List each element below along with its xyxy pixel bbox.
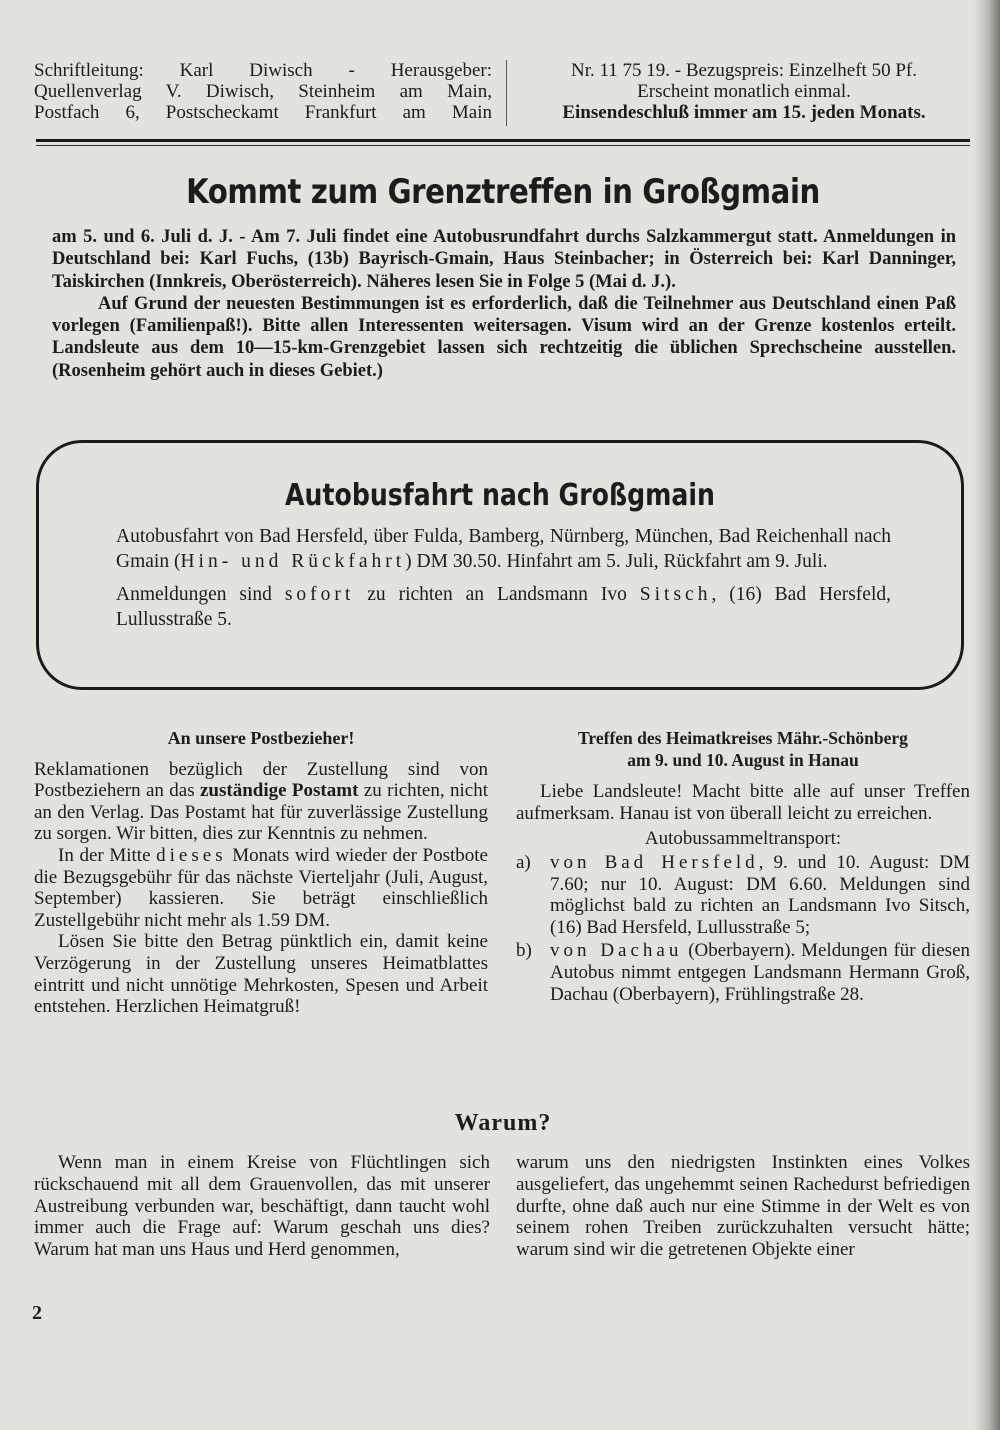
postbezieher-paragraph: Reklamationen bezüglich der Zustellung sind von Postbeziehern an das zuständige Postamt zu richten, nicht an den Verlag. Das Postamt hat für zuverlässige Zustellung zu sorgen. Wir bitten, dies zur Kenntnis zu nehmen. [34,758,488,845]
autobus-paragraph: Autobusfahrt von Bad Hersfeld, über Fulda, Bamberg, Nürnberg, München, Bad Reichenhall nach Gmain (Hin- und Rückfahrt) DM 30.50. Hinfahrt am 5. Juli, Rückfahrt am 9. Juli. [116,526,891,572]
masthead-line: Nr. 11 75 19. - Bezugspreis: Einzelheft 50 Pf. [571,60,917,81]
warum-headline: Warum? [454,1110,552,1136]
warum-paragraph: warum uns den niedrigsten Instinkten eines Volkes ausgeliefert, das ungehemmt seinen Rachedurst befriedigen durfte, ohne daß auch nur eine Stimme in der Welt es von seinem rohen Treiben zurückzuhalten versucht hätte; warum sind wir die getretenen Objekte einer [516,1152,970,1261]
grenztreffen-paragraph: am 5. und 6. Juli d. J. - Am 7. Juli findet eine Autobusrundfahrt durchs Salzkammergut statt. Anmeldungen in Deutschland bei: Karl Fuchs, (13b) Bayrisch-Gmain, Haus Steinbacher; in Österreich bei: Karl Danninger, Taiskirchen (Innkreis, Oberösterreich). Näheres lesen Sie in Folge 5 (Mai d. J.). [52,227,956,292]
postbezieher-paragraph: Lösen Sie bitte den Betrag pünktlich ein, damit keine Verzögerung in der Zustellung unseres Heimatblattes eintritt und nicht unnötige Mehrkosten, Spesen und Arbeit entstehen. Herzlichen Heimatgruß! [34,931,488,1018]
masthead-divider [506,60,507,126]
treffen-intro: Liebe Landsleute! Macht bitte alle auf unser Treffen aufmerksam. Hanau ist von überall leicht zu erreichen. [516,781,970,824]
transport-label: Autobussammeltransport: [644,828,842,850]
autobus-paragraph: Anmeldungen sind sofort zu richten an Landsmann Ivo Sitsch, (16) Bad Hersfeld, Lullusstraße 5. [116,584,891,630]
masthead-deadline: Einsendeschluß immer am 15. jeden Monats. [562,102,926,123]
list-item: b) von Dachau (Oberbayern). Meldungen für diesen Autobus nimmt entgegen Landsmann Hermann Groß, Dachau (Oberbayern), Frühlingstraße 28. [516,940,970,1005]
warum-paragraph: Wenn man in einem Kreise von Flüchtlingen sich rückschauend mit all dem Grauenvollen, das mit unserer Austreibung verbunden war, beschäftigt, dann taucht wohl immer auch die Frage auf: Warum geschah uns dies? Warum hat man uns Haus und Herd genommen, [34,1152,490,1261]
masthead-subscription [518,60,970,123]
masthead-editorial [34,60,492,123]
treffen-column [516,728,970,1005]
autobus-article [116,524,891,632]
list-item: a) von Bad Hersfeld, 9. und 10. August: DM 7.60; nur 10. August: DM 6.60. Meldungen sind möglichst bald zu richten an Landsmann Ivo Sitsch, (16) Bad Hersfeld, Lullusstraße 5; [516,851,970,938]
masthead-line: Schriftleitung: Karl Diwisch - Herausgeber: [34,60,492,81]
postbezieher-paragraph: In der Mitte dieses Monats wird wieder der Postbote die Bezugsgebühr für das nächste Vierteljahr (Juli, August, September) kassieren. Sie beträgt einschließlich Zustellgebühr nicht mehr als 1.59 DM. [34,844,488,931]
masthead-line: Erscheint monatlich einmal. [637,81,851,102]
page-number: 2 [32,1302,42,1324]
page-edge-shadow [974,0,1000,1430]
postbezieher-title: An unsere Postbezieher! [167,728,355,748]
treffen-title: Treffen des Heimatkreises Mähr.-Schönberg am 9. und 10. August in Hanau [578,728,908,770]
header-rule-thin [36,145,970,146]
warum-column-right [516,1152,970,1261]
grenztreffen-headline: Kommt zum Grenztreffen in Großgmain [186,172,820,212]
masthead-line: Postfach 6, Postscheckamt Frankfurt am Main [34,102,492,123]
grenztreffen-paragraph: Auf Grund der neuesten Bestimmungen ist es erforderlich, daß die Teilnehmer aus Deutschland einen Paß vorlegen (Familienpaß!). Bitte allen Interessenten weitersagen. Visum wird an der Grenze kostenlos erteilt. Landsleute aus dem 10—15-km-Grenzgebiet lassen sich rechtzeitig die üblichen Sprechscheine ausstellen. (Rosenheim gehört auch in dieses Gebiet.) [52,293,956,381]
autobus-headline: Autobusfahrt nach Großgmain [285,478,715,513]
masthead-line: Quellenverlag V. Diwisch, Steinheim am Main, [34,81,492,102]
warum-column-left [34,1152,490,1261]
postbezieher-column [34,728,488,1018]
header-rule [36,139,970,142]
grenztreffen-article [52,226,956,382]
